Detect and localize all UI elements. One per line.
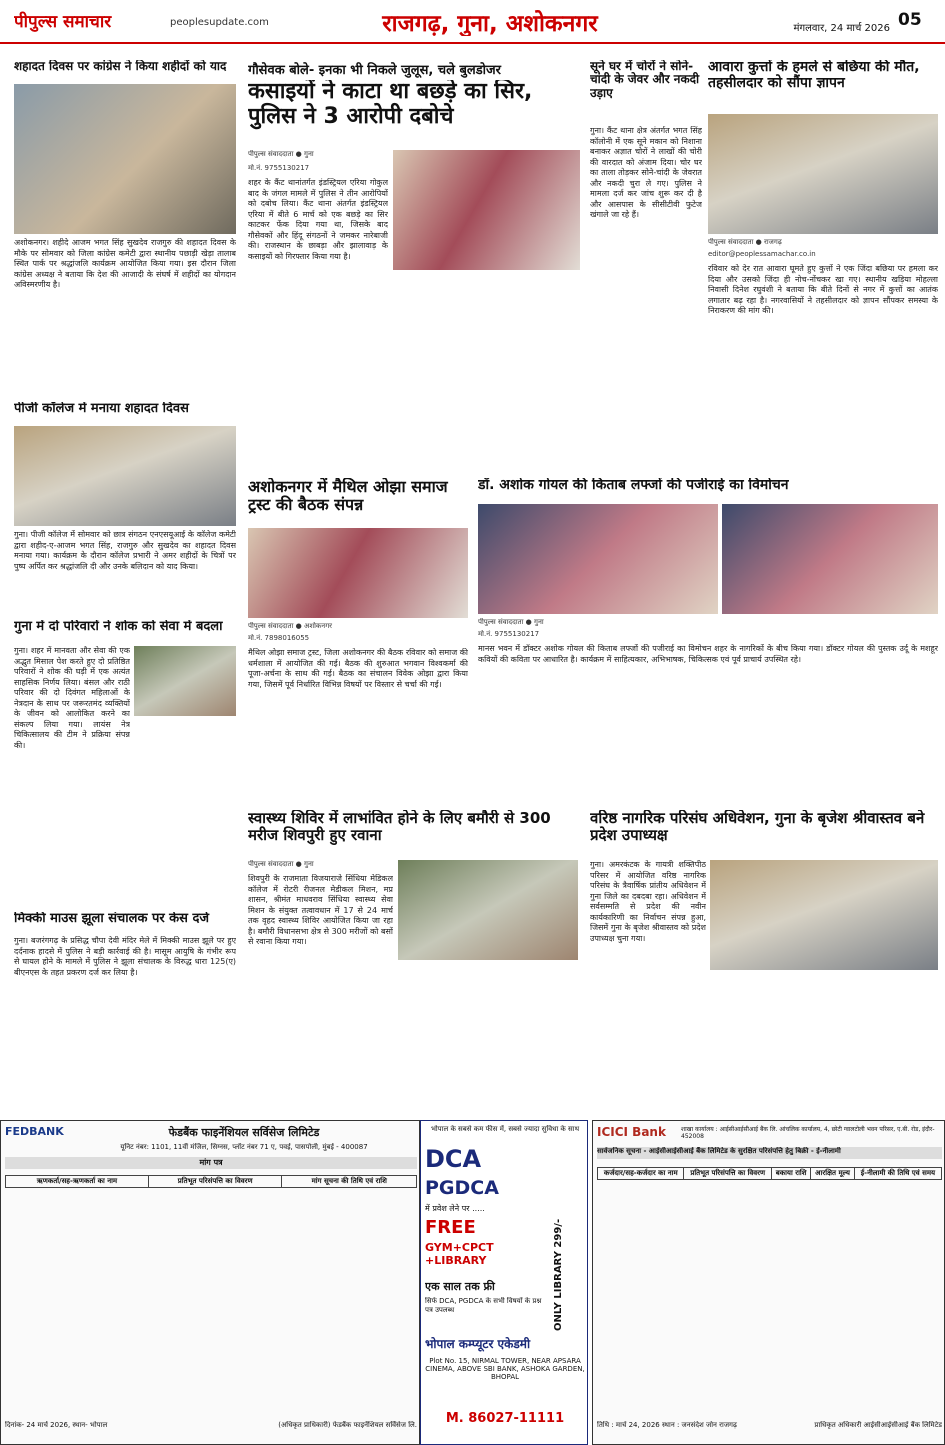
article-body: मानस भवन में डॉक्टर अशोक गोयल की किताब लफ्जों की पजीराई का विमोचन शहर के नागरिकों के बीच किया गया। डॉक्टर गोयल की पुस्तक उर्दू के मशहूर कवियों की कविता पर आधारित है। कार्यक्रम में साहित्यकार, अभिभाषक, चिकित्सक एवं पूर्व प्राचार्य उपस्थित रहे। (478, 644, 938, 664)
article-goyal (478, 478, 938, 802)
article-body: शिवपुरी के राजमाता विजयाराजे सिंधिया मेडिकल कॉलेज में रोटरी रीजनल मेडीकल मिशन, मप्र शासन, श्रीमंत माधवराव सिंधिया स्वास्थ्य सेवा मिशन के संयुक्त तत्वावधान में 17 से 24 मार्च तक वृहद स्वास्थ्य शिविर आयोजित किया जा रहा है। बमौरी विधानसभा क्षेत्र से 300 मरीजों को बसों से रवाना किया गया। (248, 874, 393, 947)
article-body: गुना। बजरंगगढ़ के प्रसिद्ध चौपा देवी मंदिर मेले में मिक्की माउस झूले पर हुए दर्दनाक हादसे में पुलिस ने बड़ी कार्रवाई की है। मासूम आयुषि के गंभीर रूप से घायल होने के मामले में पुलिस ने झूला संचालक के विरुद्ध धारा 125(ए) बीएनएस के तहत प्रकरण दर्ज कर लिया है। (14, 936, 236, 977)
dca-ad (420, 1120, 588, 1445)
headline: कसाइयों ने काटा था बछड़े का सिर, पुलिस ने 3 आरोपी दबोचे (248, 80, 533, 129)
article-body: गुना। कैंट थाना क्षेत्र अंतर्गत भगत सिंह कॉलोनी में एक सूने मकान को निशाना बनाकर अज्ञात चोरों ने लाखों की चोरी की वारदात को अंजाम दिया। चोर घर का ताला तोड़कर सोने-चांदी के जेवरात और नकदी चुरा ले गए। पुलिस ने मामला दर्ज कर जांच शुरू कर दी है और आसपास के सीसीटीवी फुटेज खंगाले जा रहे हैं। (590, 126, 702, 220)
notice-title: सार्वजनिक सूचना - आईसीआईसीआई बैंक लिमिटेड के सुरक्षित परिसंपत्ति हेतु बिक्री - ई-नीलामी (597, 1147, 942, 1159)
icici-ad (592, 1120, 945, 1445)
headline: डॉ. अशोक गोयल की किताब लफ्जों की पजीराई का विमोचन (478, 478, 789, 493)
kicker: गौसेवक बोले- इनका भी निकले जुलूस, चले बुलडोजर (248, 63, 501, 78)
article-shahadat (14, 60, 236, 400)
photo (14, 84, 236, 234)
col-header: ऋणकर्ता/सह-ऋणकर्ता का नाम (6, 1176, 149, 1188)
headline: पीजी कॉलेज में मनाया शहादत दिवस (14, 402, 189, 416)
place-date: दिनांक- 24 मार्च 2026, स्थान- भोपाल (5, 1421, 108, 1429)
byline: पीपुल्स संवाददाता ● गुना (478, 618, 544, 626)
col-header: प्रतिभूत परिसंपत्ति का विवरण (148, 1176, 282, 1188)
headline: शहादत दिवस पर कांग्रेस ने किया शहीदों को याद (14, 60, 227, 73)
masthead (0, 0, 945, 44)
col-header: प्रतिभूत परिसंपत्ति का विवरण (684, 1168, 772, 1180)
article-qasai (248, 60, 580, 470)
photo (722, 504, 938, 614)
company-name: फेडबैंक फाइनेंशियल सर्विसेज लिमिटेड (168, 1126, 320, 1139)
company-address: यूनिट नंबर: 1101, 11वीं मंजिल, सिग्नस, प्लॉट नंबर 71 ए, पवई, पासपोली, मुंबई - 400087 (120, 1143, 368, 1151)
headline: अशोकनगर में मैथिल ओझा समाज ट्रस्ट की बैठक संपन्न (248, 478, 448, 514)
auction-table (597, 1167, 942, 1180)
headline: स्वास्थ्य शिविर में लाभांवित होने के लिए बमौरी से 300 मरीज शिवपुरी हुए रवाना (248, 810, 551, 844)
article-awara (708, 60, 938, 470)
article-maithil (248, 478, 468, 802)
article-body: अशोकनगर। शहीदे आजम भगत सिंह सुखदेव राजगुरु की शहादत दिवस के मौके पर सोमवार को जिला कांग्रेस कमेटी द्वारा स्थानीय पछाड़ी खेड़ा तालाब स्थित पार्क पर श्रद्धांजलि कार्यक्रम आयोजित किया गया। इस दौरान जिला कांग्रेस अध्यक्ष ने बताया कि देश की आजादी के संघर्ष में शहीदों का योगदान अविस्मरणीय है। (14, 238, 236, 290)
site-url[interactable]: peoplesupdate.com (170, 17, 269, 28)
col-header: कर्जदार/सह-कर्जदार का नाम (598, 1168, 684, 1180)
newspaper-logo: पीपुल्स समाचार (14, 12, 112, 32)
page-number: 05 (898, 10, 922, 30)
place-date: तिथि : मार्च 24, 2026 स्थान : जनसंदेश जोन राजगढ़ (597, 1421, 737, 1429)
headline: आवारा कुत्तों के हमले से बछिया की मौत, तहसीलदार को सौंपा ज्ञापन (708, 60, 920, 91)
article-body: रविवार को देर रात आवारा घूमते हुए कुत्तों ने एक जिंदा बछिया पर हमला कर दिया और उसको जिंदा ही नोच-नोंचकर खा गए। स्थानीय खड़िया मोहल्ला निवासी दिनेश रघुवंशी ने बताया कि बीते दिनों से नगर में कुत्तों का आतंक लगातार बढ़ रहा है। नगरवासियों ने तहसीलदार को ज्ञापन सौंपकर समस्या के निराकरण की मांग की। (708, 264, 938, 316)
photo (708, 114, 938, 234)
byline: पीपुल्स संवाददाता ● राजगढ़ (708, 238, 782, 246)
byline: पीपुल्स संवाददाता ● गुना (248, 150, 314, 158)
photo (248, 528, 468, 618)
article-body: शहर के कैंट थानांतर्गत इंडस्ट्रियल एरिया गोकुल बाद के जंगल मामले में पुलिस ने तीन आरोपियों को दबोच लिया। कैंट थाना अंतर्गत इंडस्ट्रियल एरिया में बीते 6 मार्च को एक बछड़े का सिर काटकर फेंक दिया गया था, जिसके बाद गौसेवकों और हिंदू संगठनों ने जमकर नारेबाजी की। राजस्थान के छाबड़ा और झालावाड़ के कसाइयों को गिरफ्तार किया गया है। (248, 178, 388, 261)
branch-address: शाखा कार्यालय : आईसीआईसीआई बैंक लि. आंचलिक कार्यालय, 4, छोटी ग्वालटोली भवन परिसर, ए.बी. रोड, इंदौर- 452008 (681, 1126, 935, 1140)
institute-address: Plot No. 15, NIRMAL TOWER, NEAR APSARA CINEMA, ABOVE SBI BANK, ASHOKA GARDEN, BHOPAL (425, 1357, 585, 1381)
pgdca-title: PGDCA (425, 1177, 499, 1199)
col-header: मांग सूचना की तिथि एवं राशि (282, 1176, 417, 1188)
article-pg-college (14, 402, 236, 616)
headline: गुना में दो परिवारों ने शोक को सेवा में बदला (14, 620, 223, 634)
col-header: बकाया राशि (772, 1168, 811, 1180)
photo (710, 860, 938, 970)
free-label: FREE (425, 1217, 476, 1238)
demand-table (5, 1175, 417, 1188)
article-body: मैथिल ओझा समाज ट्रस्ट, जिला अशोकनगर की बैठक रविवार को समाज की धर्मशाला में आयोजित की गई। बैठक की शुरुआत भगवान विश्वकर्मा की पूजा-अर्चना के साथ की गई। बैठक का संचालन विवेक ओझा द्वारा किया गया, जिसमें पूर्व निर्धारित विभिन्न विषयों पर विस्तार से चर्चा की गई। (248, 648, 468, 689)
article-body: गुना। अमरकंटक के गायत्री शक्तिपीठ परिसर में आयोजित वरिष्ठ नागरिक परिसंघ के त्रैवार्षिक प्रांतीय अधिवेशन में गुना जिले का दबदबा रहा। अधिवेशन में सर्वसम्मति से प्रदेश की नवीन कार्यकारिणी का निर्वाचन संपन्न हुआ, जिसमें गुना के बृजेश श्रीवास्तव को प्रदेश उपाध्यक्ष चुना गया। (590, 860, 706, 943)
photo (398, 860, 578, 960)
icici-logo: ICICI Bank (597, 1125, 666, 1139)
phone: मो.नं. 9755130217 (478, 630, 540, 638)
tagline: भोपाल के सबसे कम फीस में, सबसे ज्यादा सुविधा के साथ (430, 1125, 580, 1133)
photo (14, 426, 236, 526)
headline: वरिष्ठ नागरिक परिसंघ अधिवेशन, गुना के बृजेश श्रीवास्तव बने प्रदेश उपाध्यक्ष (590, 810, 925, 844)
dca-title: DCA (425, 1145, 482, 1173)
article-body: गुना। शहर में मानवता और सेवा की एक अद्भुत मिसाल पेश करते हुए दो प्रतिष्ठित परिवारों ने शोक की घड़ी में एक अत्यंत साहसिक निर्णय लिया। बंसल और राठी परिवार की दो दिवंगत महिलाओं के नेत्रदान के साथ पर जरूरतमंद व्यक्तियों के जीवन को आलोकित करने का संकल्प लिया गया। लायंस नेत्र चिकित्सालय की टीम ने प्रक्रिया संपन्न की। (14, 646, 130, 750)
headline: मिक्की माउस झूला संचालक पर केस दर्ज (14, 912, 210, 926)
phone: मो.नं. 9755130217 (248, 164, 310, 172)
article-swasthya (248, 810, 578, 1114)
region-title: राजगढ़, गुना, अशोकनगर (382, 11, 598, 36)
notice-title: मांग पत्र (5, 1157, 417, 1169)
byline: पीपुल्स संवाददाता ● अशोकनगर (248, 622, 332, 630)
admission-text: में प्रवेश लेने पर ..... (425, 1204, 485, 1213)
photo (134, 646, 236, 716)
byline: पीपुल्स संवाददाता ● गुना (248, 860, 314, 868)
article-chori (590, 60, 702, 470)
issue-date: मंगलवार, 24 मार्च 2026 (793, 23, 890, 34)
note-text: सिर्फ DCA, PGDCA के सभी विषयों के प्रश्न पत्र उपलब्ध (425, 1297, 542, 1314)
phone-number[interactable]: M. 86027-11111 (445, 1411, 565, 1426)
col-header: ई-नीलामी की तिथि एवं समय (854, 1168, 941, 1180)
signatory: प्राधिकृत अधिकारी आईसीआईसीआई बैंक लिमिटेड (814, 1421, 942, 1429)
library-offer: ONLY LIBRARY 299/- (553, 1218, 564, 1331)
free-duration: एक साल तक फ्री (425, 1280, 495, 1293)
headline: सूने घर में चोरों ने सोने-चांदी के जेवर और नकदी उड़ाए (590, 60, 700, 100)
photo (478, 504, 718, 614)
fedbank-logo: FEDBANK (5, 1125, 64, 1138)
col-header: आरक्षित मूल्य (811, 1168, 855, 1180)
phone: मो.नं. 7898016055 (248, 634, 310, 642)
offer-text: GYM+CPCT +LIBRARY (425, 1241, 494, 1267)
article-body: गुना। पीजी कॉलेज में सोमवार को छात्र संगठन एनएसयूआई के कॉलेज कमेटी द्वारा शहीद-ए-आजम भगत सिंह, राजगुरु और सुखदेव का शहादत दिवस मनाया गया। कार्यक्रम के दौरान कॉलेज प्रभारी ने अमर शहीदों के चित्रों पर पुष्प अर्पित कर श्रद्धांजलि दी और उनके बलिदान को याद किया। (14, 530, 236, 571)
institute-name: भोपाल कम्प्यूटर एकेडमी (425, 1337, 531, 1351)
article-mickey (14, 912, 236, 1112)
signatory: (अधिकृत प्राधिकारी) फेडबैंक फाइनेंशियल सर्विसेज लि. (278, 1421, 417, 1429)
email[interactable]: editor@peoplessamachar.co.in (708, 250, 816, 258)
fedbank-ad (0, 1120, 420, 1445)
article-varishtha (590, 810, 938, 1114)
article-shoka (14, 620, 236, 908)
photo (393, 150, 580, 270)
